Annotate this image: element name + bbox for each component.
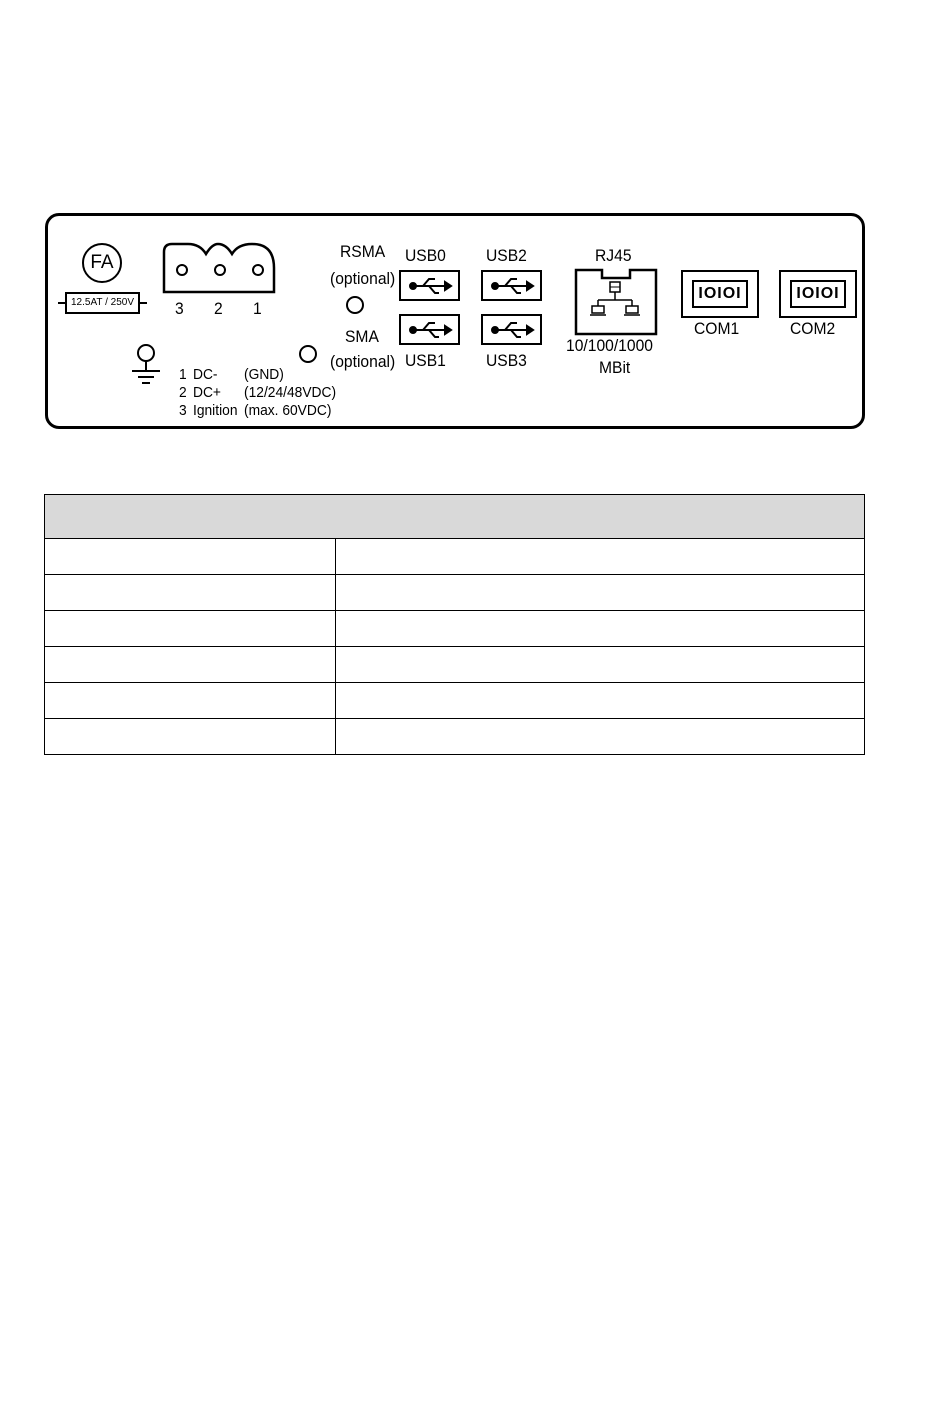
power-pin-label-2: 2 <box>214 299 223 318</box>
rj45-icon <box>574 268 658 336</box>
table-cell-key <box>45 611 336 647</box>
usb3-port <box>481 314 542 345</box>
table-cell-value <box>336 647 865 683</box>
legend-desc-1: (GND) <box>244 366 284 383</box>
spec-table <box>44 494 865 755</box>
usb2-label: USB2 <box>486 246 527 265</box>
table-cell-value <box>336 719 865 755</box>
table-cell-key <box>45 539 336 575</box>
table-cell-value <box>336 575 865 611</box>
legend-num-2: 2 <box>179 384 187 401</box>
rsma-connector <box>346 296 364 314</box>
com1-label: COM1 <box>694 319 740 338</box>
sma-connector <box>299 345 317 363</box>
rj45-label: RJ45 <box>595 246 632 265</box>
sma-label: SMA <box>345 327 379 346</box>
com1-port <box>681 270 759 318</box>
usb1-port <box>399 314 460 345</box>
usb1-label: USB1 <box>405 351 446 370</box>
table-header-row <box>45 495 865 539</box>
table-row <box>45 719 865 755</box>
legend-name-2: DC+ <box>193 384 222 401</box>
power-pin-label-1: 1 <box>253 299 262 318</box>
rsma-optional: (optional) <box>330 269 396 288</box>
usb0-port <box>399 270 460 301</box>
rsma-label: RSMA <box>340 242 386 261</box>
legend-num-1: 1 <box>179 366 187 383</box>
table-cell-key <box>45 575 336 611</box>
power-connector <box>160 238 280 296</box>
usb-icon <box>401 316 458 343</box>
table-cell-key <box>45 683 336 719</box>
rj45-speed: 10/100/1000 <box>566 336 653 355</box>
fuse-lead-right <box>139 302 147 304</box>
table-row <box>45 683 865 719</box>
serial-port-icon: IOIOI <box>692 280 748 308</box>
rj45-unit: MBit <box>599 358 631 377</box>
fuse-symbol: FA <box>82 243 122 283</box>
serial-port-icon: IOIOI <box>790 280 846 308</box>
table-row <box>45 611 865 647</box>
table-cell-value <box>336 683 865 719</box>
fuse-rating-box: 12.5AT / 250V <box>65 292 140 314</box>
power-pin-2 <box>215 265 225 275</box>
table-cell-key <box>45 647 336 683</box>
power-pin-3 <box>177 265 187 275</box>
table-row <box>45 539 865 575</box>
sma-optional: (optional) <box>330 352 396 371</box>
usb2-port <box>481 270 542 301</box>
legend-desc-3: (max. 60VDC) <box>244 402 332 419</box>
legend-desc-2: (12/24/48VDC) <box>244 384 337 401</box>
table-cell-value <box>336 611 865 647</box>
table-header <box>45 495 865 539</box>
legend-name-1: DC- <box>193 366 218 383</box>
com2-label: COM2 <box>790 319 836 338</box>
table-cell-key <box>45 719 336 755</box>
ground-icon <box>129 343 163 387</box>
table-row <box>45 575 865 611</box>
power-pin-label-3: 3 <box>175 299 184 318</box>
usb0-label: USB0 <box>405 246 446 265</box>
table-row <box>45 647 865 683</box>
usb3-label: USB3 <box>486 351 527 370</box>
power-pin-1 <box>253 265 263 275</box>
usb-icon <box>483 316 540 343</box>
com2-port <box>779 270 857 318</box>
usb-icon <box>483 272 540 299</box>
usb-icon <box>401 272 458 299</box>
legend-num-3: 3 <box>179 402 187 419</box>
legend-name-3: Ignition <box>193 402 238 419</box>
table-cell-value <box>336 539 865 575</box>
